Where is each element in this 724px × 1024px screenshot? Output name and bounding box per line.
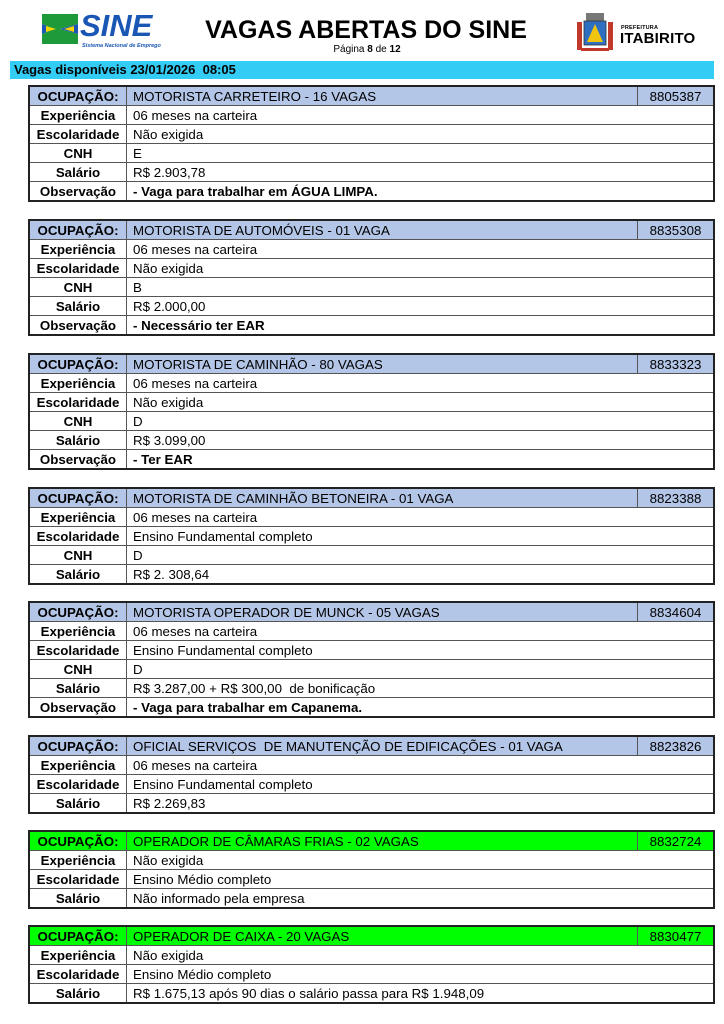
cnh-label: CNH xyxy=(29,660,127,679)
cnh-value: D xyxy=(127,412,715,431)
table-row xyxy=(29,144,714,163)
experience-value: Não exigida xyxy=(127,946,715,965)
experience-value: 06 meses na carteira xyxy=(127,106,715,125)
salary-value: R$ 2. 308,64 xyxy=(127,565,715,585)
salary-label: Salário xyxy=(29,163,127,182)
page-title: VAGAS ABERTAS DO SINE xyxy=(205,16,527,44)
experience-label: Experiência xyxy=(29,622,127,641)
table-row xyxy=(29,412,714,431)
education-value: Não exigida xyxy=(127,393,715,412)
occupation-title: MOTORISTA OPERADOR DE MUNCK - 05 VAGAS xyxy=(127,602,638,622)
job-table xyxy=(28,85,715,202)
job-header-row xyxy=(29,488,714,508)
education-value: Ensino Médio completo xyxy=(127,870,715,889)
job-table xyxy=(28,601,715,718)
education-label: Escolaridade xyxy=(29,641,127,660)
education-value: Não exigida xyxy=(127,259,715,278)
cnh-label: CNH xyxy=(29,546,127,565)
experience-value: 06 meses na carteira xyxy=(127,756,715,775)
table-row xyxy=(29,851,714,870)
table-row xyxy=(29,182,714,202)
sine-logo-text: SINE xyxy=(80,8,153,43)
job-table xyxy=(28,353,715,470)
job-header-row xyxy=(29,220,714,240)
table-row xyxy=(29,278,714,297)
salary-value: R$ 1.675,13 após 90 dias o salário passa para R$ 1.948,09 xyxy=(127,984,715,1004)
occupation-label: OCUPAÇÃO: xyxy=(29,354,127,374)
experience-label: Experiência xyxy=(29,946,127,965)
note-value: - Necessário ter EAR xyxy=(127,316,715,336)
table-row xyxy=(29,431,714,450)
job-code: 8835308 xyxy=(638,220,715,240)
job-code: 8832724 xyxy=(638,831,715,851)
job-table xyxy=(28,487,715,585)
availability-text: Vagas disponíveis 23/01/2026 08:05 xyxy=(14,62,236,77)
occupation-title: MOTORISTA CARRETEIRO - 16 VAGAS xyxy=(127,86,638,106)
table-row xyxy=(29,870,714,889)
table-row xyxy=(29,163,714,182)
job-header-row xyxy=(29,831,714,851)
page-of: de xyxy=(375,44,387,55)
table-row xyxy=(29,106,714,125)
occupation-title: OFICIAL SERVIÇOS DE MANUTENÇÃO DE EDIFICAÇÕES - 01 VAGA xyxy=(127,736,638,756)
salary-label: Salário xyxy=(29,565,127,585)
city-crest-icon xyxy=(577,12,613,54)
salary-value: R$ 3.287,00 + R$ 300,00 de bonificação xyxy=(127,679,715,698)
occupation-title: OPERADOR DE CAIXA - 20 VAGAS xyxy=(127,926,638,946)
job-table xyxy=(28,219,715,336)
table-row xyxy=(29,374,714,393)
salary-value: R$ 2.903,78 xyxy=(127,163,715,182)
prefeitura-logo xyxy=(577,12,696,54)
note-label: Observação xyxy=(29,450,127,470)
education-label: Escolaridade xyxy=(29,965,127,984)
job-table xyxy=(28,735,715,814)
education-label: Escolaridade xyxy=(29,870,127,889)
education-label: Escolaridade xyxy=(29,527,127,546)
education-label: Escolaridade xyxy=(29,393,127,412)
job-code: 8805387 xyxy=(638,86,715,106)
education-label: Escolaridade xyxy=(29,775,127,794)
job-code: 8823826 xyxy=(638,736,715,756)
page-current: 8 xyxy=(367,44,373,55)
experience-label: Experiência xyxy=(29,106,127,125)
prefeitura-label: PREFEITURA xyxy=(621,25,659,31)
cnh-label: CNH xyxy=(29,144,127,163)
occupation-label: OCUPAÇÃO: xyxy=(29,831,127,851)
table-row xyxy=(29,698,714,718)
experience-value: 06 meses na carteira xyxy=(127,374,715,393)
note-label: Observação xyxy=(29,182,127,202)
salary-label: Salário xyxy=(29,297,127,316)
table-row xyxy=(29,641,714,660)
availability-bar xyxy=(10,61,714,79)
table-row xyxy=(29,259,714,278)
note-value: - Ter EAR xyxy=(127,450,715,470)
table-row xyxy=(29,565,714,585)
salary-value: Não informado pela empresa xyxy=(127,889,715,909)
occupation-label: OCUPAÇÃO: xyxy=(29,736,127,756)
table-row xyxy=(29,316,714,336)
cnh-value: D xyxy=(127,660,715,679)
note-value: - Vaga para trabalhar em Capanema. xyxy=(127,698,715,718)
job-header-row xyxy=(29,602,714,622)
job-header-row xyxy=(29,354,714,374)
job-table xyxy=(28,830,715,909)
cnh-value: B xyxy=(127,278,715,297)
page-header xyxy=(0,0,724,60)
job-code: 8830477 xyxy=(638,926,715,946)
education-value: Ensino Fundamental completo xyxy=(127,641,715,660)
table-row xyxy=(29,965,714,984)
job-code: 8823388 xyxy=(638,488,715,508)
note-value: - Vaga para trabalhar em ÁGUA LIMPA. xyxy=(127,182,715,202)
occupation-title: OPERADOR DE CÂMARAS FRIAS - 02 VAGAS xyxy=(127,831,638,851)
table-row xyxy=(29,240,714,259)
note-label: Observação xyxy=(29,316,127,336)
education-value: Ensino Fundamental completo xyxy=(127,775,715,794)
table-row xyxy=(29,546,714,565)
experience-value: 06 meses na carteira xyxy=(127,622,715,641)
salary-label: Salário xyxy=(29,889,127,909)
cnh-label: CNH xyxy=(29,278,127,297)
salary-value: R$ 2.269,83 xyxy=(127,794,715,814)
table-row xyxy=(29,450,714,470)
salary-value: R$ 3.099,00 xyxy=(127,431,715,450)
note-label: Observação xyxy=(29,698,127,718)
city-name: ITABIRITO xyxy=(620,30,696,47)
experience-value: 06 meses na carteira xyxy=(127,240,715,259)
job-header-row xyxy=(29,926,714,946)
education-value: Ensino Fundamental completo xyxy=(127,527,715,546)
experience-value: 06 meses na carteira xyxy=(127,508,715,527)
job-code: 8834604 xyxy=(638,602,715,622)
occupation-title: MOTORISTA DE CAMINHÃO BETONEIRA - 01 VAGA xyxy=(127,488,638,508)
table-row xyxy=(29,125,714,144)
occupation-label: OCUPAÇÃO: xyxy=(29,220,127,240)
experience-label: Experiência xyxy=(29,756,127,775)
salary-label: Salário xyxy=(29,431,127,450)
job-code: 8833323 xyxy=(638,354,715,374)
table-row xyxy=(29,679,714,698)
salary-label: Salário xyxy=(29,984,127,1004)
occupation-title: MOTORISTA DE AUTOMÓVEIS - 01 VAGA xyxy=(127,220,638,240)
salary-label: Salário xyxy=(29,794,127,814)
education-label: Escolaridade xyxy=(29,259,127,278)
table-row xyxy=(29,984,714,1004)
experience-value: Não exigida xyxy=(127,851,715,870)
table-row xyxy=(29,393,714,412)
salary-value: R$ 2.000,00 xyxy=(127,297,715,316)
cnh-label: CNH xyxy=(29,412,127,431)
table-row xyxy=(29,775,714,794)
job-table xyxy=(28,925,715,1004)
table-row xyxy=(29,946,714,965)
sine-logo-subtitle: Sistema Nacional de Emprego xyxy=(82,43,161,49)
job-header-row xyxy=(29,86,714,106)
table-row xyxy=(29,794,714,814)
table-row xyxy=(29,889,714,909)
occupation-label: OCUPAÇÃO: xyxy=(29,488,127,508)
experience-label: Experiência xyxy=(29,240,127,259)
experience-label: Experiência xyxy=(29,851,127,870)
education-value: Ensino Médio completo xyxy=(127,965,715,984)
occupation-label: OCUPAÇÃO: xyxy=(29,602,127,622)
cnh-value: E xyxy=(127,144,715,163)
experience-label: Experiência xyxy=(29,508,127,527)
page-total: 12 xyxy=(389,44,401,55)
education-value: Não exigida xyxy=(127,125,715,144)
table-row xyxy=(29,756,714,775)
table-row xyxy=(29,660,714,679)
table-row xyxy=(29,527,714,546)
page-label: Página xyxy=(333,44,365,55)
salary-label: Salário xyxy=(29,679,127,698)
education-label: Escolaridade xyxy=(29,125,127,144)
job-header-row xyxy=(29,736,714,756)
table-row xyxy=(29,622,714,641)
occupation-title: MOTORISTA DE CAMINHÃO - 80 VAGAS xyxy=(127,354,638,374)
table-row xyxy=(29,297,714,316)
occupation-label: OCUPAÇÃO: xyxy=(29,86,127,106)
cnh-value: D xyxy=(127,546,715,565)
table-row xyxy=(29,508,714,527)
occupation-label: OCUPAÇÃO: xyxy=(29,926,127,946)
experience-label: Experiência xyxy=(29,374,127,393)
